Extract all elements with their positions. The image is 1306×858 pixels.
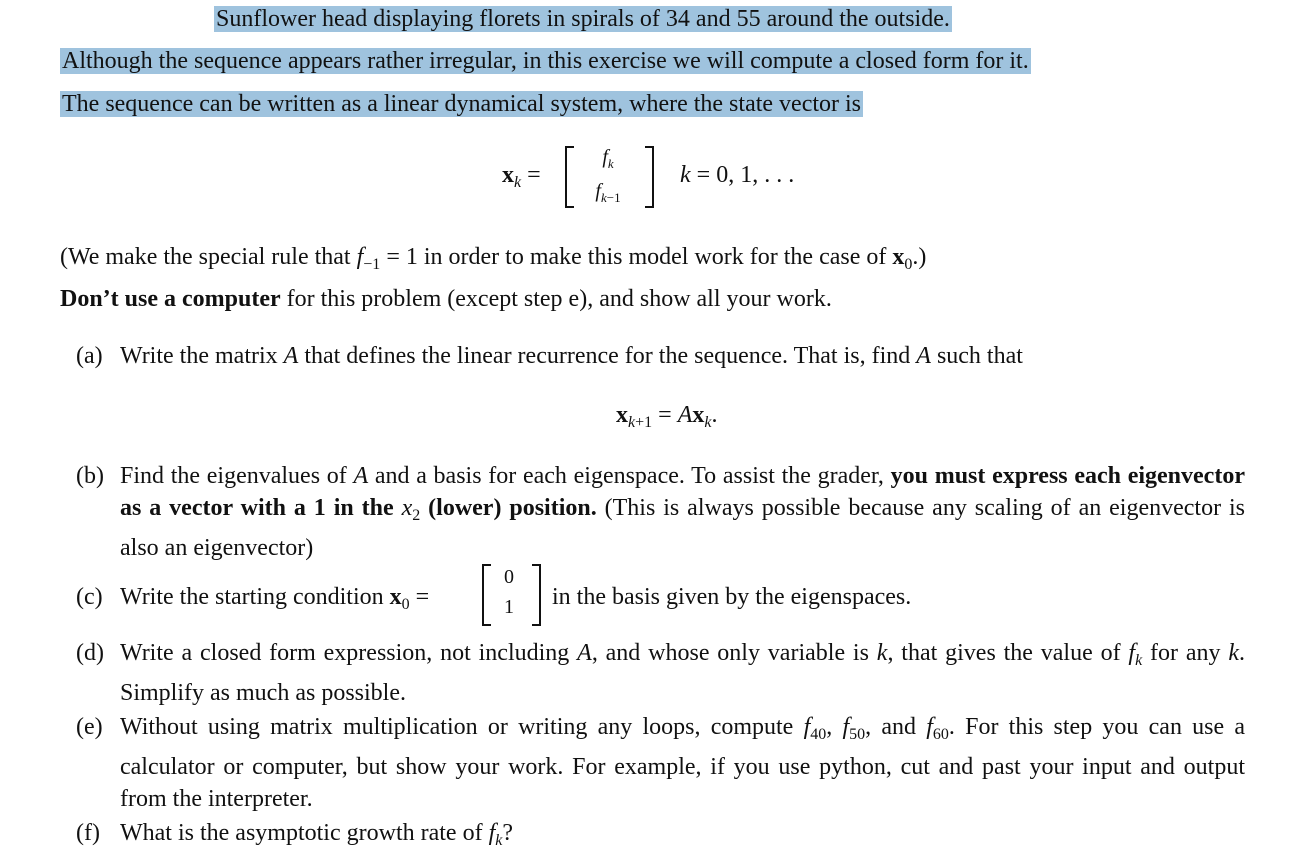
caption-text: Sunflower head displaying florets in spirals of 34 and 55 around the outside. bbox=[216, 6, 950, 32]
part-b-text: Find the eigenvalues of A and a basis for each eigenspace. To assist the grader, you must express each eigenvector as a vector with a 1 in the $x_2$ (lower) position. (This is always possible because any scaling of an eigenvector is also an eigenvector) bbox=[120, 463, 1246, 561]
part-a-text: Write the matrix A that defines the linear recurrence for the sequence. That is, find A such that bbox=[120, 343, 1023, 369]
no-computer-bold: Don’t use a computer bbox=[60, 286, 281, 312]
part-c-post: in the basis given by the eigenspaces. bbox=[552, 584, 912, 610]
state-x-k: $x_k$ = bbox=[502, 162, 541, 191]
caption bbox=[214, 4, 952, 34]
part-f-text: What is the asymptotic growth rate of $f_k$? bbox=[120, 820, 514, 849]
c-right-bracket bbox=[532, 564, 541, 626]
part-d-label: (d) bbox=[76, 640, 104, 666]
part-a-label: (a) bbox=[76, 343, 103, 369]
special-rule-pre: (We make the special rule that bbox=[60, 244, 351, 270]
no-computer-line bbox=[60, 284, 832, 314]
vector-top-fk: $f_k$ bbox=[602, 146, 614, 171]
c-vec-top: 0 bbox=[504, 566, 514, 588]
part-a-equation: $x_{k+1} = Ax_k$. bbox=[616, 402, 718, 431]
special-rule-post: .) bbox=[912, 244, 927, 270]
c-left-bracket bbox=[482, 564, 491, 626]
intro-text-2: The sequence can be written as a linear dynamical system, where the state vector is bbox=[62, 91, 862, 117]
part-e-text: Without using matrix multiplication or writing any loops, compute $f_{40}$, $f_{50}$, and $f_{60}$. For this step you can use a calculator or computer, but show your work. For example, if you use python, cut and past your input and output from the interpreter. bbox=[120, 714, 1246, 812]
special-rule: (We make the special rule that $f_{-1} = 1$ in order to make this model work for the case of $x_0$.) bbox=[60, 244, 927, 273]
left-bracket bbox=[565, 146, 574, 208]
intro-line-2 bbox=[60, 89, 863, 119]
intro-text-1: Although the sequence appears rather irregular, in this exercise we will compute a closed form for it. bbox=[62, 48, 1029, 74]
part-c-pre: Write the starting condition $x_0$ = bbox=[120, 584, 430, 613]
part-d-text: Write a closed form expression, not including A, and whose only variable is k, that gives the value of $f_k$ for any k. Simplify as much as possible. bbox=[120, 640, 1246, 706]
right-bracket bbox=[645, 146, 654, 208]
part-c-label: (c) bbox=[76, 584, 103, 610]
intro-line-1 bbox=[60, 46, 1031, 76]
part-b-label: (b) bbox=[76, 463, 104, 489]
no-computer-rest: for this problem (except step e), and show all your work. bbox=[286, 286, 832, 312]
part-f-label: (f) bbox=[76, 820, 100, 846]
c-vec-bottom: 1 bbox=[504, 596, 514, 618]
part-e-label: (e) bbox=[76, 714, 103, 740]
vector-bottom-fk-1: $f_{k-1}$ bbox=[595, 180, 621, 205]
special-rule-mid: = 1 in order to make this model work for the case of bbox=[386, 244, 887, 270]
state-range: k = 0, 1, . . . bbox=[680, 162, 795, 188]
